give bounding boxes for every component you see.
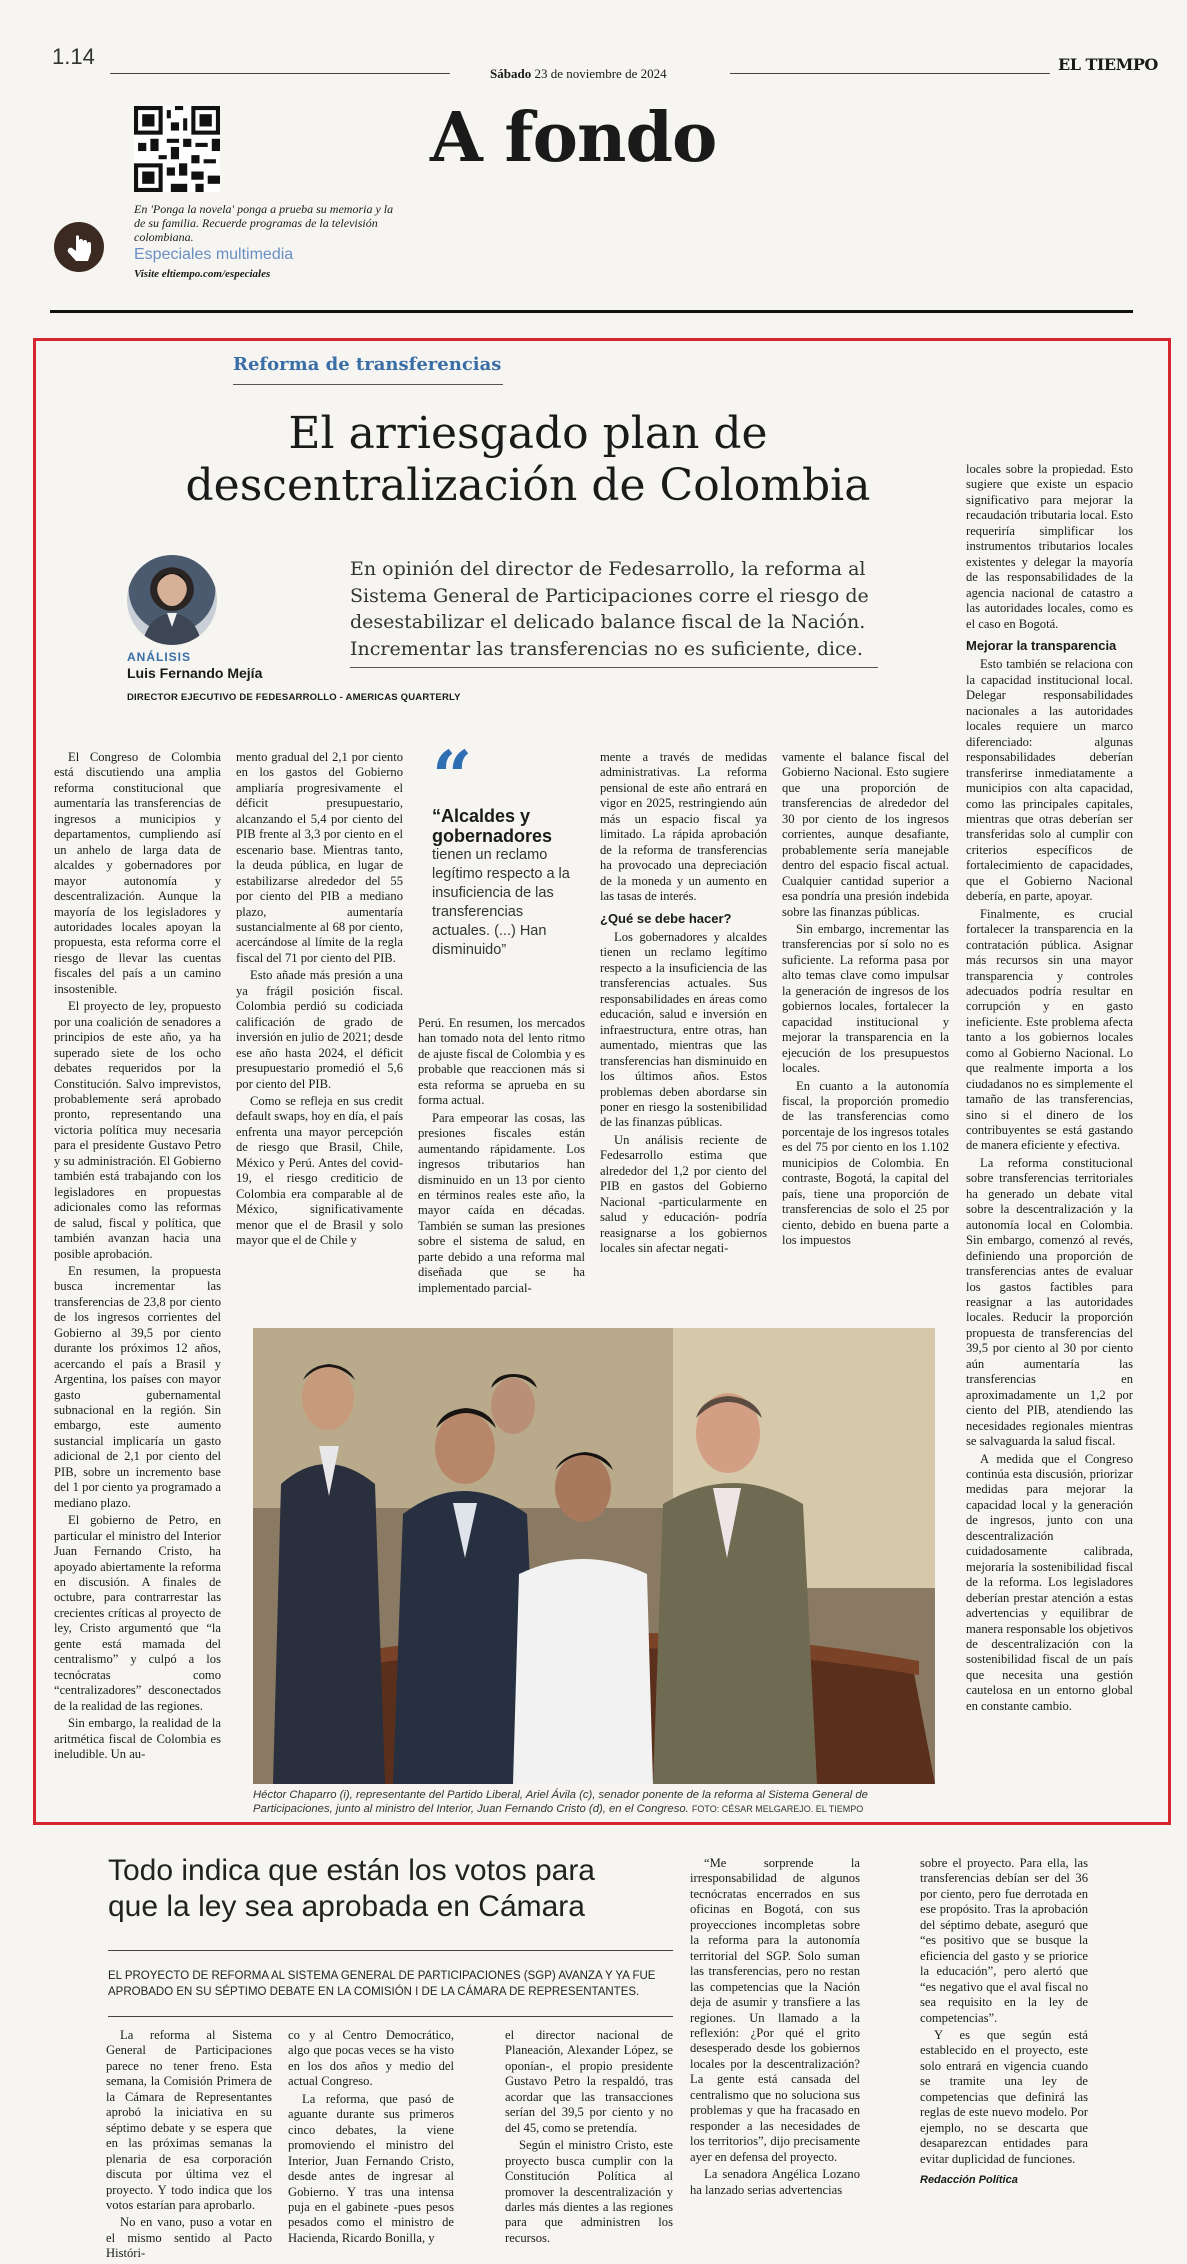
dek: En opinión del director de Fedesarrollo, la reforma al Sistema General de Participaciones corre el riesgo de desestabilizar el delicado balance fiscal de la Nación. Incrementar las transferencias no es suficiente, dice. xyxy=(350,558,869,660)
paragraph: Los gobernadores y alcaldes tienen un reclamo legítimo respecto a la insuficiencia de las transferencias actuales. Sus responsabilidades en áreas como educación, salud e inversión en infraestructura, entre otras, han aumentado, mientras que las transferencias han disminuido en los últimos años. Estos problemas deben abordarse sin poner en riesgo la sostenibilidad de las finanzas públicas. xyxy=(600,929,767,1130)
promo-text: En 'Ponga la novela' ponga a prueba su memoria y la de su familia. Recuerde programas de la televisión colombiana. xyxy=(134,202,394,244)
second-col-1 xyxy=(106,2028,272,2264)
article-photo xyxy=(253,1328,935,1784)
article-col-3 xyxy=(418,1016,585,1316)
article-kicker: Reforma de transferencias xyxy=(233,354,502,375)
paragraph: En resumen, la propuesta busca incrementar las transferencias de 23,8 por ciento de los ingresos corrientes del Gobierno al 39,5 por ciento durante los próximos 12 años, acercando el país a Brasil y Argentina, los países con mayor gasto gubernamental subnacional en la región. Sin embargo, este aumento sustancial implicaría un gasto adicional de 2,1 por ciento del PIB, sobre un incremento base del 1 por ciento ya programado a mediano plazo. xyxy=(54,1263,221,1510)
second-subhead-rule xyxy=(108,2016,673,2017)
pull-quote-body: tienen un reclamo legítimo respecto a la insuficiencia de las transferencias actuales. (...) Han disminuido” xyxy=(432,847,570,958)
second-title-rule xyxy=(108,1950,673,1951)
author-photo xyxy=(127,555,217,645)
article-col-6 xyxy=(966,462,1133,1817)
title-line-1: El arriesgado plan de xyxy=(288,408,768,459)
paragraph: “Me sorprende la irresponsabilidad de algunos tecnócratas encerrados en sus oficinas en Bogotá, con sus proyecciones incompletas sobre la reforma para la autonomía territorial del SGP. Solo suman las transferencias, pero no restan las competencias que la Nación deja de asumir y transfiere a las regiones. Un llamado a la reflexión: ¿Por qué el grito desesperado desde los gobiernos locales por la descentralización? La gente está cansada del centralismo que no soluciona sus problemas y que ha fracasado en responder a las necesidades de los territorios”, dijo precisamente ayer en defensa del proyecto. xyxy=(690,1856,860,2164)
paragraph: Un análisis reciente de Fedesarrollo estima que alrededor del 1,2 por ciento del PIB en gastos del Gobierno Nacional -particularmente en salud y educación- podría reasignarse a los gobiernos locales sin afectar negati- xyxy=(600,1132,767,1256)
paragraph: Para empeorar las cosas, las presiones fiscales están aumentando rápidamente. Los ingresos tributarios han disminuido en un 13 por ciento en términos reales este año, la mayor caída en décadas. También se suman las presiones sobre el sistema de salud, en parte debido a una reforma mal diseñada que se ha implementado parcial- xyxy=(418,1110,585,1295)
title-line-2: descentralización de Colombia xyxy=(185,460,871,511)
paragraph: Esto también se relaciona con la capacidad institucional local. Delegar responsabilidades nacionales a las autoridades locales requiere un marco diferenciado: algunas responsabilidades deberían transferirse inmediatamente a municipios con alta capacidad, como las principales capitales, mientras que otras deberían ser transferidas solo al cumplir con criterios específicos de fortalecimiento de capacidades, que el Gobierno Nacional debería, en parte, apoyar. xyxy=(966,657,1133,904)
paragraph: El Congreso de Colombia está discutiendo una amplia reforma constitucional que aumentaría las transferencias de ingresos a municipios y departamentos, cumpliendo así un anhelo de larga data de alcaldes y gobernadores por mayor autonomía y descentralización. Aunque la mayoría de los legisladores y autoridades locales apoyan la propuesta, esta reforma corre el riesgo de llevar las cuentas fiscales del país a un camino insostenible. xyxy=(54,750,221,996)
signature: Redacción Política xyxy=(920,2174,1018,2187)
second-col-2 xyxy=(288,2028,454,2248)
photo-caption xyxy=(253,1788,935,1816)
second-title-line-1: Todo indica que están los votos para xyxy=(108,1854,595,1887)
kicker-rule xyxy=(233,384,503,385)
pull-quote xyxy=(432,735,582,960)
paragraph: locales sobre la propiedad. Esto sugiere que existe un espacio significativo para mejorar la recaudación tributaria local. Esto requeriría simplificar los instrumentos tributarios locales existentes y delegar la mayoría de las responsabilidades de la agencia nacional de catastro a las autoridades locales, como es el caso en Bogotá. xyxy=(966,462,1133,631)
issue-date: Sábado 23 de noviembre de 2024 xyxy=(490,66,667,81)
analysis-label: ANÁLISIS xyxy=(127,650,192,664)
paragraph: mente a través de medidas administrativas. La reforma pensional de este año entrará en vigor en 2025, restringiendo aún más un espacio fiscal ya limitado. La rápida aprobación de la reforma de transferencias ha provocado una depreciación de la moneda y un aumento en las tasas de interés. xyxy=(600,750,767,904)
paragraph: La reforma, que pasó de aguante durante sus primeros cinco debates, la viene promoviendo el ministro del Interior, Juan Fernando Cristo, desde antes de ingresar al Gobierno. Y tras una intensa puja en el gabinete -pues pesos pesados como el ministro de Hacienda, Ricardo Bonilla, y xyxy=(288,2091,454,2245)
promo-visit[interactable]: Visite eltiempo.com/especiales xyxy=(134,268,271,280)
header-rule-right xyxy=(730,73,1050,74)
touch-icon xyxy=(54,222,104,272)
paragraph: A medida que el Congreso continúa esta discusión, priorizar medidas para mejorar la capacidad local y la generación de ingresos, junto con una descentralización cuidadosamente calibrada, mejoraría la sostenibilidad fiscal de la reforma. Los legisladores deberían prestar atención a estas advertencias y equilibrar de manera responsable los objetivos de descentralización con la sostenibilidad fiscal de un país que necesita una gestión cautelosa en un entorno global en constante cambio. xyxy=(966,1451,1133,1713)
paragraph: Esto añade más presión a una ya frágil posición fiscal. Colombia perdió su codiciada calificación de grado de inversión en julio de 2021; desde ese año hasta 2024, el déficit presupuestario promedió el 5,6 por ciento del PIB. xyxy=(236,968,403,1091)
paragraph: Sin embargo, la realidad de la aritmética fiscal de Colombia es ineludible. Un au- xyxy=(54,1716,221,1761)
article-title xyxy=(108,408,948,512)
header-rule-left xyxy=(110,73,450,74)
paragraph: En cuanto a la autonomía fiscal, la proporción promedio de las transferencias como porcentaje de los ingresos totales es del 75 por ciento en los 1.102 municipios de Colombia. En contraste, Bogotá, la capital del país, tiene una proporción de transferencias de solo el 25 por ciento, debido en buena parte a los impuestos xyxy=(782,1078,949,1248)
paragraph: La reforma constitucional sobre transferencias territoriales ha generado un debate vital sobre la descentralización y la autonomía local en Colombia. Sin embargo, comenzó al revés, definiendo una proporción de transferencias antes de evaluar los gastos factibles para reasignar a las autoridades locales. Reducir la proporción propuesta de transferencias del 39,5 por ciento al 30 por ciento aún aumentaría las transferencias en aproximadamente un 1,2 por ciento del PIB, atendiendo las necesidades regionales mientras se salvaguarda la salud fiscal. xyxy=(966,1155,1133,1449)
paragraph: co y al Centro Democrático, algo que pocas veces se ha visto en los dos años y medio del actual Congreso. xyxy=(288,2028,454,2089)
subheading: Mejorar la transparencia xyxy=(966,637,1117,653)
paragraph: Finalmente, es crucial fortalecer la transparencia en la contratación pública. Asignar más recursos sin una mayor transparencia y controles adecuados podría resultar en corrupción y en gasto ineficiente. Este problema afecta tanto a los gobiernos locales como al Gobierno Nacional. Lo que realmente importa a los ciudadanos no es simplemente el tamaño de las transferencias, sino si el dinero de los contribuyentes se está gastando de manera eficiente y efectiva. xyxy=(966,906,1133,1153)
article-col-4 xyxy=(600,750,767,1320)
second-subhead: EL PROYECTO DE REFORMA AL SISTEMA GENERAL DE PARTICIPACIONES (SGP) AVANZA Y YA FUE APROBADO EN SU SÉPTIMO DEBATE EN LA COMISIÓN I DE LA CÁMARA DE REPRESENTANTES. xyxy=(108,1970,656,1998)
promo-link[interactable]: Especiales multimedia xyxy=(134,246,294,263)
author-role: DIRECTOR EJECUTIVO DE FEDESARROLLO - AMERICAS QUARTERLY xyxy=(127,692,461,703)
article-col-2 xyxy=(236,750,403,1320)
header-bottom-rule xyxy=(50,310,1133,313)
photo-credit: FOTO: CÉSAR MELGAREJO. EL TIEMPO xyxy=(691,1804,864,1814)
section-title: A fondo xyxy=(430,98,717,178)
paragraph: el director nacional de Planeación, Alexander López, se oponían-, el propio presidente Gustavo Petro la respaldó, tras acordar que las transacciones serían del 39,5 por ciento y no del 45, como se pretendía. xyxy=(505,2028,673,2135)
second-title xyxy=(108,1853,708,1925)
qr-code[interactable] xyxy=(134,106,220,192)
author-name: Luis Fernando Mejía xyxy=(127,665,263,681)
second-col-3 xyxy=(505,2028,673,2248)
paragraph: Y es que según está establecido en el proyecto, este solo entrará en vigencia cuando se tramite una ley de competencias que definirá las reglas de este nuevo modelo. Por ejemplo, no se descarta que desaparezcan entidades para evitar duplicidad de funciones. xyxy=(920,2027,1088,2166)
paragraph: Perú. En resumen, los mercados han tomado nota del lento ritmo de ajuste fiscal de Colombia y es probable que reaccionen más si esta reforma se aprueba en su forma actual. xyxy=(418,1016,585,1108)
paragraph: Como se refleja en sus credit default swaps, hoy en día, el país enfrenta una mayor percepción de riesgo que Brasil, Chile, México y Perú. Antes del covid-19, el riesgo crediticio de Colombia era comparable al de México, significativamente menor que el de Brasil y solo mayor que el de Chile y xyxy=(236,1093,403,1248)
dek-rule xyxy=(350,667,878,668)
article-col-1 xyxy=(54,750,221,1820)
paragraph: El gobierno de Petro, en particular el ministro del Interior Juan Fernando Cristo, ha apoyado abiertamente la reforma en discusión. A finales de octubre, para contrarrestar las crecientes críticas al proyecto de ley, Cristo argumentó que “la gente está mamada del centralismo” y culpó a los tecnócratas como “centralizadores” desconectados de la realidad de las regiones. xyxy=(54,1513,221,1713)
second-title-line-2: que la ley sea aprobada en Cámara xyxy=(108,1890,585,1923)
page-number: 1.14 xyxy=(52,44,95,69)
paragraph: La senadora Angélica Lozano ha lanzado serias advertencias xyxy=(690,2167,860,2197)
brand-logo: EL TIEMPO xyxy=(1058,55,1158,74)
paragraph: mento gradual del 2,1 por ciento en los gastos del Gobierno ampliaría progresivamente el déficit presupuestario, alcanzando el 5,4 por ciento del PIB frente al 3,3 por ciento en el escenario base. Mientras tanto, la deuda pública, en lugar de estabilizarse alrededor del 55 por ciento del PIB a mediano plazo, aumentaría sustancialmente al 68 por ciento, acercándose al límite de la regla fiscal del 71 por ciento del PIB. xyxy=(236,750,403,965)
paragraph: Sin embargo, incrementar las transferencias por sí solo no es suficiente. La reforma pasa por alto temas clave como impulsar la generación de ingresos de los gobiernos locales, fortalecer la capacidad institucional y mejorar la transparencia en la ejecución de los presupuestos locales. xyxy=(782,921,949,1076)
quote-icon: “ xyxy=(432,735,473,818)
paragraph: vamente el balance fiscal del Gobierno Nacional. Esto sugiere que una proporción de transferencias de alrededor del 30 por ciento de los ingresos corrientes, aunque desafiante, probablemente sería manejable dentro del espacio fiscal actual. Cualquier cantidad superior a esa pondría una presión indebida sobre las finanzas públicas. xyxy=(782,750,949,919)
paragraph: sobre el proyecto. Para ella, las transferencias debían ser del 36 por ciento, pero fue derrotada en ese propósito. Tras la aprobación del séptimo debate, aseguró que “es positivo que se busque la eficiencia del gasto y se priorice la educación”, pero alertó que “es negativo que el aval fiscal no sea requisito en la ley de competencias”. xyxy=(920,1856,1088,2025)
caption-text: Héctor Chaparro (i), representante del Partido Liberal, Ariel Ávila (c), senador ponente de la reforma al Sistema General de Participaciones, junto al ministro del Interior, Juan Fernando Cristo (d), en el Congreso. xyxy=(253,1789,868,1815)
article-col-5 xyxy=(782,750,949,1320)
subheading: ¿Qué se debe hacer? xyxy=(600,910,732,926)
paragraph: Según el ministro Cristo, este proyecto busca cumplir con la Constitución Política al promover la descentralización y darles más dientes a las regiones para que administren los recursos. xyxy=(505,2138,673,2245)
second-col-5 xyxy=(920,1856,1088,2189)
second-col-4 xyxy=(690,1856,860,2200)
pull-quote-lead: “Alcaldes y gobernadores xyxy=(432,806,553,846)
paragraph: El proyecto de ley, propuesto por una coalición de senadores a principios de este año, ya ha superado siete de los ocho debates requeridos por la Constitución. Salvo imprevistos, probablemente será aprobado pronto, representando una victoria política muy necesaria para el presidente Gustavo Petro y su administración. El Gobierno también está trabajando con los legisladores en propuestas adicionales como las reformas de salud, fiscal y política, que también avanzan hacia una posible aprobación. xyxy=(54,999,221,1261)
paragraph: No en vano, puso a votar en el mismo sentido al Pacto Históri- xyxy=(106,2215,272,2261)
paragraph: La reforma al Sistema General de Participaciones parece no tener freno. Esta semana, la Comisión Primera de la Cámara de Representantes aprobó la iniciativa en su séptimo debate y se espera que en las próximas semanas la plenaria de esa corporación discuta por última vez el proyecto. Y todo indica que los votos estarían para aprobarlo. xyxy=(106,2028,272,2212)
